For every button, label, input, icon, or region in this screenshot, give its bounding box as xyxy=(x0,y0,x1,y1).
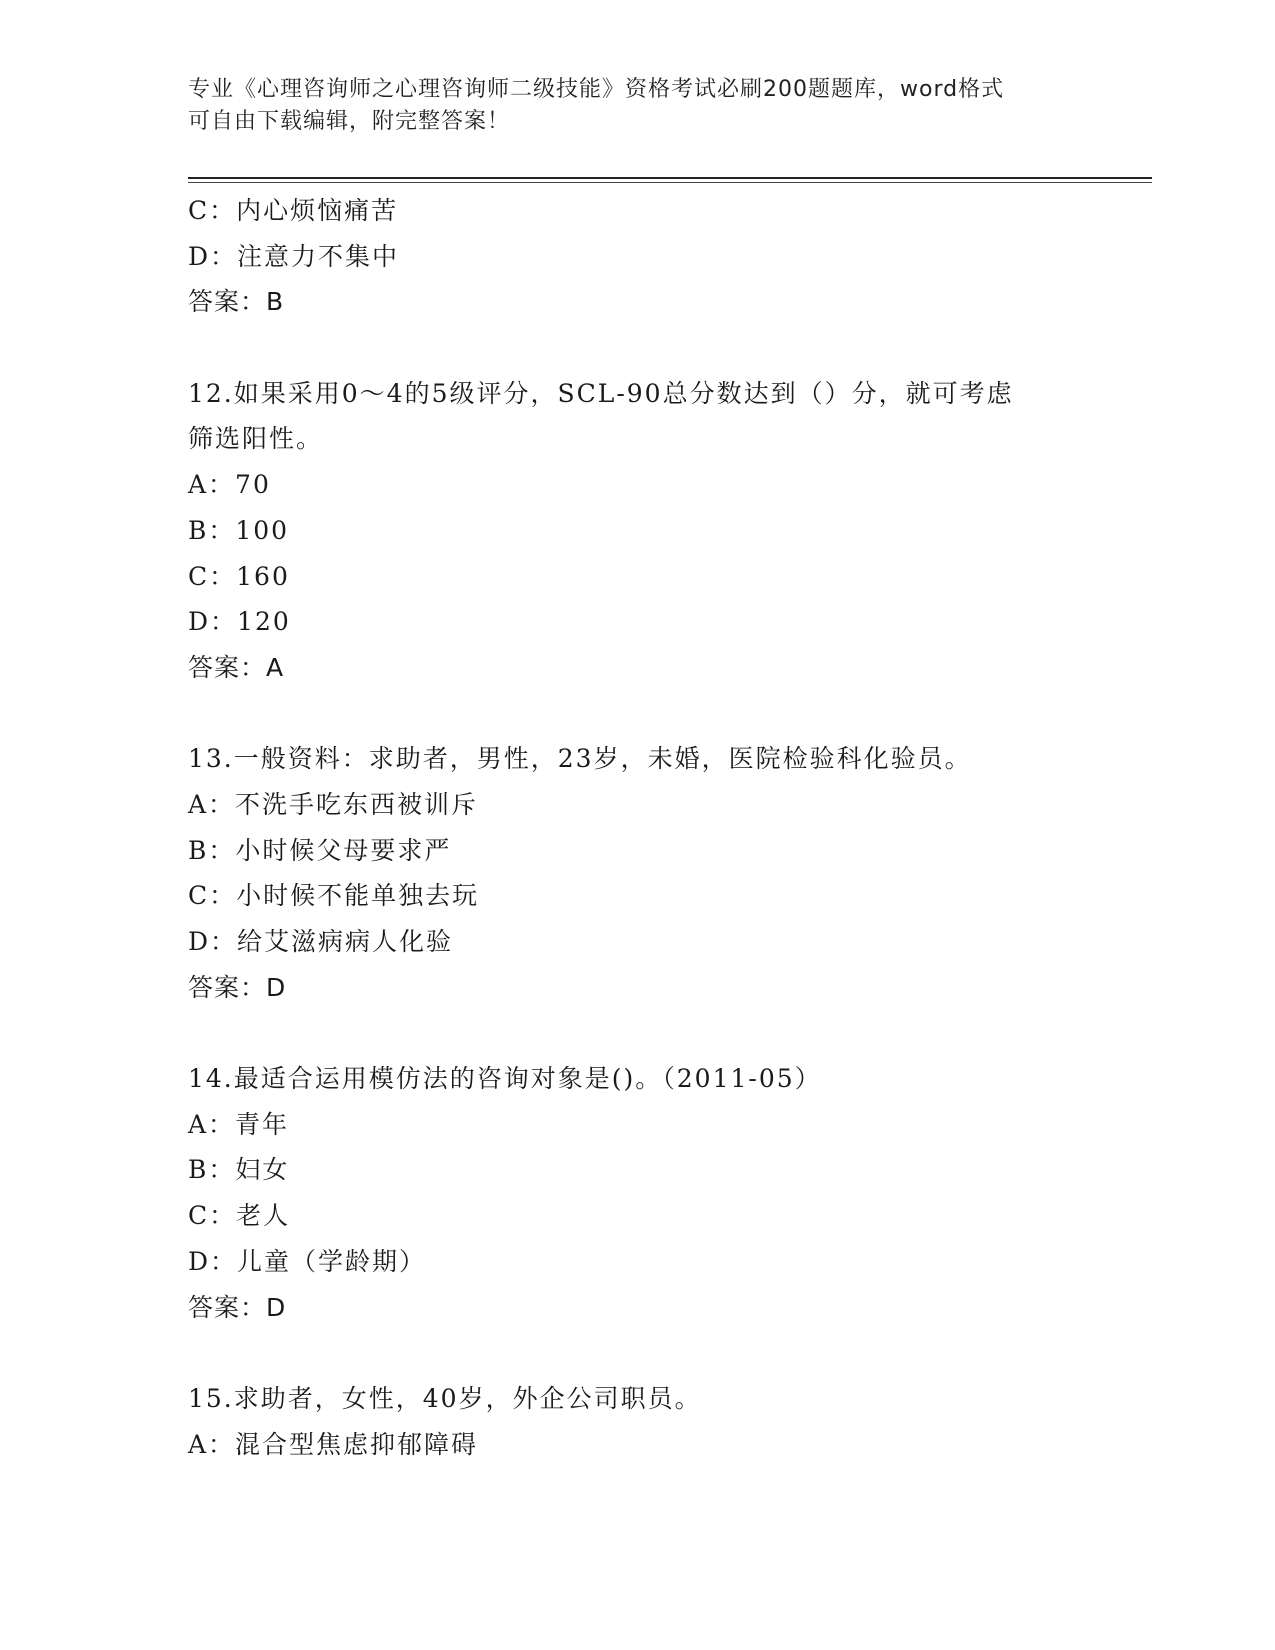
option-b: B：妇女 xyxy=(188,1155,290,1185)
option-d: D：120 xyxy=(188,607,291,637)
answer: 答案：B xyxy=(188,287,285,317)
option-d: D：儿童（学龄期） xyxy=(188,1246,427,1276)
option-a: A：不洗手吃东西被训斥 xyxy=(188,789,479,819)
question-stem: 13.一般资料：求助者，男性，23岁，未婚，医院检验科化验员。 xyxy=(188,744,972,774)
header-line-2: 可自由下载编辑，附完整答案！ xyxy=(188,109,511,134)
question-13 xyxy=(188,736,1088,1010)
spacer xyxy=(188,1330,1088,1376)
question-stem: 14.最适合运用模仿法的咨询对象是()。（2011-05） xyxy=(188,1064,822,1094)
question-14 xyxy=(188,1056,1088,1330)
option-c: C：老人 xyxy=(188,1201,291,1231)
question-15 xyxy=(188,1376,1088,1467)
option-a: A：70 xyxy=(188,470,271,500)
question-stem: 15.求助者，女性，40岁，外企公司职员。 xyxy=(188,1383,702,1413)
option-c: C：内心烦恼痛苦 xyxy=(188,196,399,225)
option-d: D：给艾滋病病人化验 xyxy=(188,927,454,956)
option-b: B：小时候父母要求严 xyxy=(188,835,452,865)
header-rule-thick xyxy=(188,177,1152,179)
answer: 答案：D xyxy=(188,1292,287,1322)
question-12 xyxy=(188,371,1088,691)
question-stem-continued: 筛选阳性。 xyxy=(188,424,324,454)
question-stem: 12.如果采用0～4的5级评分，SCL-90总分数达到（）分，就可考虑 xyxy=(188,378,1014,408)
option-c: C：小时候不能单独去玩 xyxy=(188,881,480,911)
answer: 答案：A xyxy=(188,652,285,682)
question-list xyxy=(188,188,1088,1467)
option-a: A：混合型焦虑抑郁障碍 xyxy=(188,1429,479,1459)
answer: 答案：D xyxy=(188,972,287,1002)
spacer xyxy=(188,1010,1088,1056)
spacer xyxy=(188,325,1088,371)
header-line-1: 专业《心理咨询师之心理咨询师二级技能》资格考试必刷200题题库，word格式 xyxy=(188,77,1005,102)
option-d: D：注意力不集中 xyxy=(188,241,400,271)
question-11-tail xyxy=(188,188,1088,325)
option-b: B：100 xyxy=(188,515,290,545)
document-header xyxy=(188,74,1088,138)
spacer xyxy=(188,691,1088,737)
header-rule-thin xyxy=(188,182,1152,183)
option-c: C：160 xyxy=(188,561,290,591)
option-a: A：青年 xyxy=(188,1109,290,1139)
